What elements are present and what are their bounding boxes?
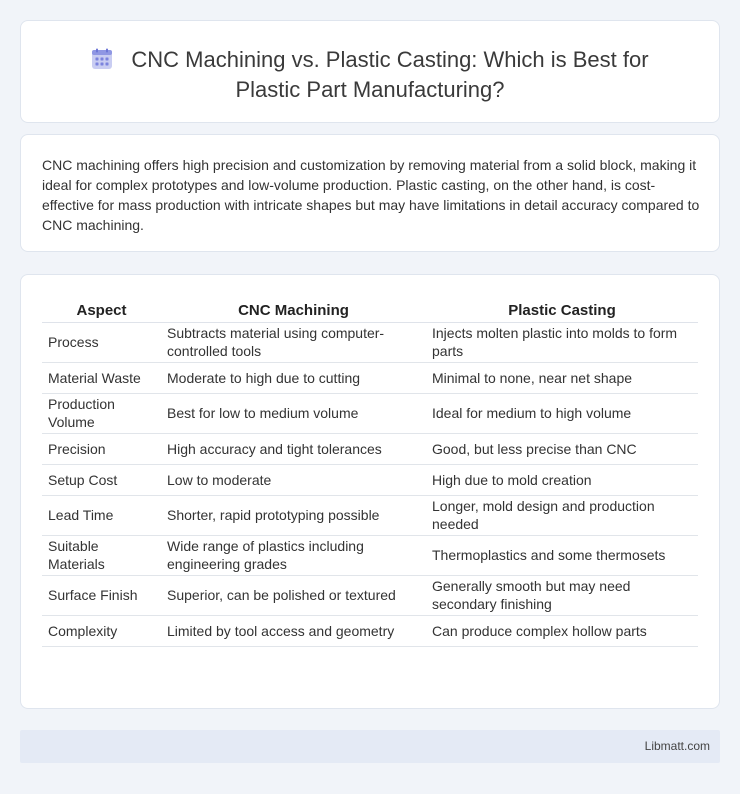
cell-aspect: Production Volume — [42, 393, 161, 433]
header-plastic-casting: Plastic Casting — [426, 295, 698, 322]
table-header-row — [42, 295, 698, 322]
table-row — [42, 575, 698, 615]
title-card — [20, 20, 720, 123]
cell-aspect: Suitable Materials — [42, 535, 161, 575]
cell-cnc: Limited by tool access and geometry — [161, 615, 426, 646]
cell-casting: Thermoplastics and some thermosets — [426, 535, 698, 575]
cell-cnc: Subtracts material using computer-controlled tools — [161, 322, 426, 362]
cell-casting: Ideal for medium to high volume — [426, 393, 698, 433]
cell-cnc: Low to moderate — [161, 464, 426, 495]
footer-brand-link[interactable]: Libmatt.com — [644, 739, 710, 753]
cell-cnc: High accuracy and tight tolerances — [161, 433, 426, 464]
table-row — [42, 615, 698, 646]
page-title — [21, 45, 719, 105]
footer-bar — [20, 730, 720, 763]
cell-casting: Longer, mold design and production needed — [426, 495, 698, 535]
cell-aspect: Process — [42, 322, 161, 362]
cell-cnc: Wide range of plastics including engineering grades — [161, 535, 426, 575]
title-line-1: CNC Machining vs. Plastic Casting: Which is Best for — [131, 47, 649, 72]
cell-casting: Can produce complex hollow parts — [426, 615, 698, 646]
table-row — [42, 393, 698, 433]
header-aspect: Aspect — [42, 295, 161, 322]
cell-cnc: Best for low to medium volume — [161, 393, 426, 433]
summary-card — [20, 134, 720, 252]
cell-casting: High due to mold creation — [426, 464, 698, 495]
table-row — [42, 535, 698, 575]
cell-casting: Good, but less precise than CNC — [426, 433, 698, 464]
table-row — [42, 433, 698, 464]
cell-casting: Generally smooth but may need secondary finishing — [426, 575, 698, 615]
cell-cnc: Shorter, rapid prototyping possible — [161, 495, 426, 535]
header-cnc-machining: CNC Machining — [161, 295, 426, 322]
cell-aspect: Material Waste — [42, 362, 161, 393]
title-line-2: Plastic Part Manufacturing? — [235, 77, 505, 102]
cell-aspect: Lead Time — [42, 495, 161, 535]
comparison-table — [42, 295, 698, 647]
table-row — [42, 322, 698, 362]
comparison-card — [20, 274, 720, 709]
cell-casting: Injects molten plastic into molds to form parts — [426, 322, 698, 362]
cell-aspect: Setup Cost — [42, 464, 161, 495]
cell-aspect: Surface Finish — [42, 575, 161, 615]
cell-aspect: Complexity — [42, 615, 161, 646]
cell-casting: Minimal to none, near net shape — [426, 362, 698, 393]
summary-text: CNC machining offers high precision and customization by removing material from a solid block, making it ideal for complex prototypes and low-volume production. Plastic casting, on the other hand, is cost-effective for mass production with intricate shapes but may have limitations in detail accuracy compared to CNC machining. — [42, 157, 700, 233]
cell-aspect: Precision — [42, 433, 161, 464]
table-row — [42, 362, 698, 393]
cell-cnc: Moderate to high due to cutting — [161, 362, 426, 393]
cell-cnc: Superior, can be polished or textured — [161, 575, 426, 615]
calendar-grid-icon — [91, 48, 113, 70]
table-row — [42, 464, 698, 495]
table-row — [42, 495, 698, 535]
